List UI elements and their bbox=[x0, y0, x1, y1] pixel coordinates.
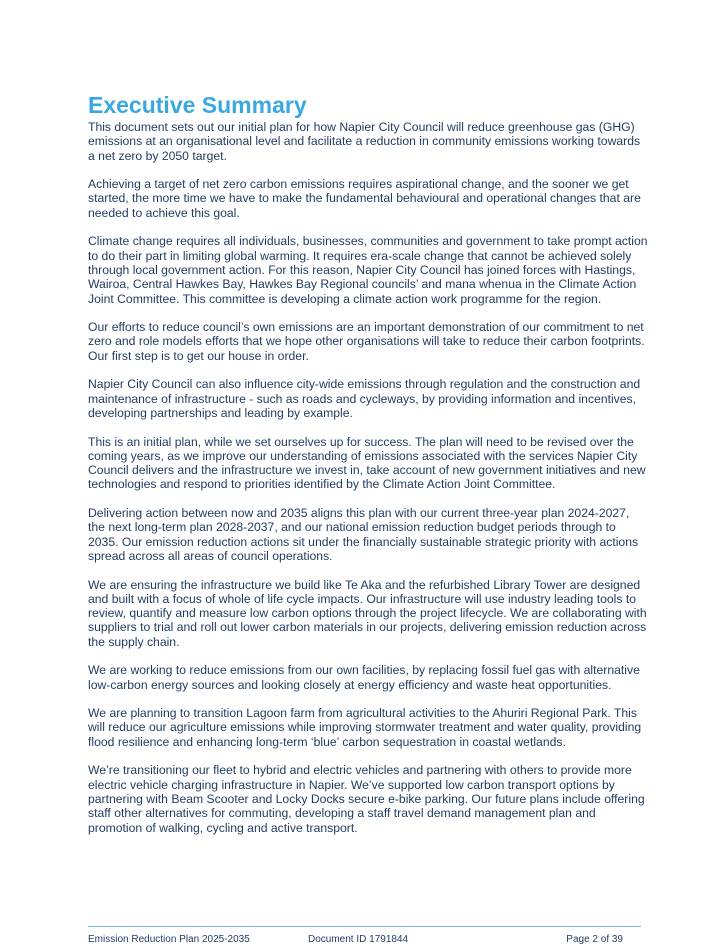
paragraph-8: We are ensuring the infrastructure we build like Te Aka and the refurbished Library Tower are designed and built with a focus of whole of life cycle impacts. Our infrastructure will use industry leading tools to review, quantify and measure low carbon options through the project lifecycle. We are collaborating with suppliers to trial and roll out lower carbon materials in our projects, delivering emission reduction across the supply chain. bbox=[88, 577, 647, 649]
footer-document-title: Emission Reduction Plan 2025-2035 bbox=[88, 934, 250, 945]
paragraph-1: This document sets out our initial plan for how Napier City Council will reduce greenhouse gas (GHG) emissions at an organisational level and facilitate a reduction in community emissions working towards a net zero by 2050 target. bbox=[88, 120, 641, 163]
footer-document-id: Document ID 1791844 bbox=[308, 934, 409, 945]
paragraph-4: Our efforts to reduce council’s own emissions are an important demonstration of our commitment to net zero and role models efforts that we hope other organisations will take to reduce their carbon footprints. Our first step is to get our house in order. bbox=[88, 320, 645, 363]
paragraph-3: Climate change requires all individuals, businesses, communities and government to take prompt action to do their part in limiting global warming. It requires era-scale change that cannot be achieved solely through local government action. For this reason, Napier City Council has joined forces with Hastings, Wairoa, Central Hawkes Bay, Hawkes Bay Regional councils’ and mana whenua in the Climate Action Joint Committee. This committee is developing a climate action work programme for the region. bbox=[88, 234, 648, 306]
paragraph-11: We’re transitioning our fleet to hybrid and electric vehicles and partnering with others to provide more electric vehicle charging infrastructure in Napier. We’ve supported low carbon transport options by partnering with Beam Scooter and Locky Docks secure e-bike parking. Our future plans include offering staff other alternatives for commuting, developing a staff travel demand management plan and promotion of walking, cycling and active transport. bbox=[88, 763, 645, 835]
page-title: Executive Summary bbox=[88, 92, 307, 118]
paragraph-6: This is an initial plan, while we set ourselves up for success. The plan will need to be revised over the coming years, as we improve our understanding of emissions associated with the services Napier City Council delivers and the infrastructure we invest in, take account of new government initiatives and new technologies and respond to priorities identified by the Climate Action Joint Committee. bbox=[88, 434, 646, 492]
paragraph-5: Napier City Council can also influence city-wide emissions through regulation and the construction and maintenance of infrastructure - such as roads and cycleways, by providing information and incentives, developing partnerships and leading by example. bbox=[88, 377, 641, 420]
paragraph-2: Achieving a target of net zero carbon emissions requires aspirational change, and the sooner we get started, the more time we have to make the fundamental behavioural and operational changes that are needed to achieve this goal. bbox=[88, 177, 641, 220]
paragraph-9: We are working to reduce emissions from our own facilities, by replacing fossil fuel gas with alternative low-carbon energy sources and looking closely at energy efficiency and waste heat opportunities. bbox=[88, 663, 640, 692]
document-body bbox=[88, 92, 648, 849]
paragraph-10: We are planning to transition Lagoon farm from agricultural activities to the Ahuriri Regional Park. This will reduce our agriculture emissions while improving stormwater treatment and water quality, providing flood resilience and enhancing long-term ‘blue’ carbon sequestration in coastal wetlands. bbox=[88, 706, 642, 749]
footer-page-number: Page 2 of 39 bbox=[566, 934, 623, 945]
paragraph-7: Delivering action between now and 2035 aligns this plan with our current three-year plan 2024-2027, the next long-term plan 2028-2037, and our national emission reduction budget periods through to 2035. Our emission reduction actions sit under the financially sustainable strategic priority with actions spread across all areas of council operations. bbox=[88, 506, 639, 563]
footer-divider bbox=[88, 926, 641, 927]
